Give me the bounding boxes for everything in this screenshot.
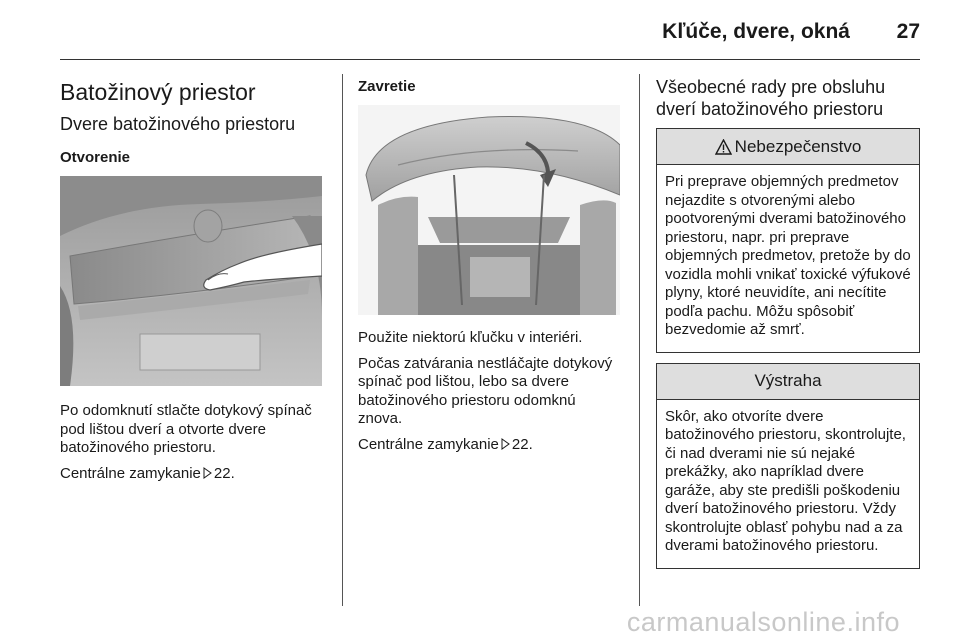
warning-box <box>656 363 920 569</box>
section-title-general-advice: Všeobecné rady pre obsluhu dverí batožinového priestoru <box>656 77 886 119</box>
watermark: carmanualsonline.info <box>626 607 900 637</box>
page-header <box>60 0 920 60</box>
danger-box-title: Nebezpečenstvo <box>734 136 862 156</box>
tailgate-open-illustration <box>60 176 322 386</box>
reference-page: 22. <box>511 435 533 453</box>
reference-text: Centrálne zamykanie <box>60 464 201 482</box>
warning-box-title: Výstraha <box>754 371 822 390</box>
warning-box-text: Skôr, ako otvoríte dvere batožinového priestoru, skontrolujte, či nad dverami nie sú nejaké prekážky, ako napríklad dvere garáže, aby ste predišli poškodeniu dverí batožinového priestoru. Vždy skontrolujte oblasť pohybu nad a za dverami batožinového priestoru. <box>665 407 906 554</box>
danger-box <box>656 128 920 353</box>
danger-box-header <box>657 129 919 165</box>
tailgate-close-illustration <box>358 105 620 315</box>
danger-box-text: Pri preprave objemných predmetov nejazdite s otvorenými alebo pootvorenými dverami batožinového priestoru, napr. pri preprave objemných predmetov, pretože by do vozidla mohli vnikať toxické výfukové plyny, ktoré neuvidíte, ani necítite podľa pachu. Môžu spôsobiť bezvedomie až smrť. <box>665 173 911 338</box>
cross-reference[interactable] <box>60 465 328 484</box>
sub-heading: Dvere batožinového priestoru <box>60 114 296 134</box>
page-number: 27 <box>896 20 920 43</box>
column-divider <box>639 74 640 606</box>
paragraph-close-caution: Počas zatvárania nestláčajte dotykový spínač pod lištou, lebo sa dvere batožinového priestoru odomknú znova. <box>358 354 613 427</box>
reference-page: 22. <box>213 464 235 482</box>
warning-box-header <box>657 364 919 400</box>
warning-triangle-icon <box>715 139 732 155</box>
danger-box-body <box>657 165 919 352</box>
chapter-title: Kľúče, dvere, okná <box>662 20 850 43</box>
reference-arrow-icon <box>203 467 212 479</box>
paragraph-open: Po odomknutí stlačte dotykový spínač pod lištou dverí a otvorte dvere batožinového priestoru. <box>60 402 312 456</box>
reference-arrow-icon <box>501 438 510 450</box>
warning-box-body <box>657 400 919 568</box>
cross-reference[interactable] <box>358 436 620 455</box>
section-heading-open: Otvorenie <box>60 149 131 166</box>
reference-text: Centrálne zamykanie <box>358 435 499 453</box>
column-2 <box>358 74 620 461</box>
column-divider <box>342 74 343 606</box>
column-3 <box>656 74 920 569</box>
column-1 <box>60 74 328 490</box>
paragraph-close-handle: Použite niektorú kľučku v interiéri. <box>358 329 583 346</box>
section-heading-close: Zavretie <box>358 78 416 95</box>
main-heading: Batožinový priestor <box>60 79 256 105</box>
